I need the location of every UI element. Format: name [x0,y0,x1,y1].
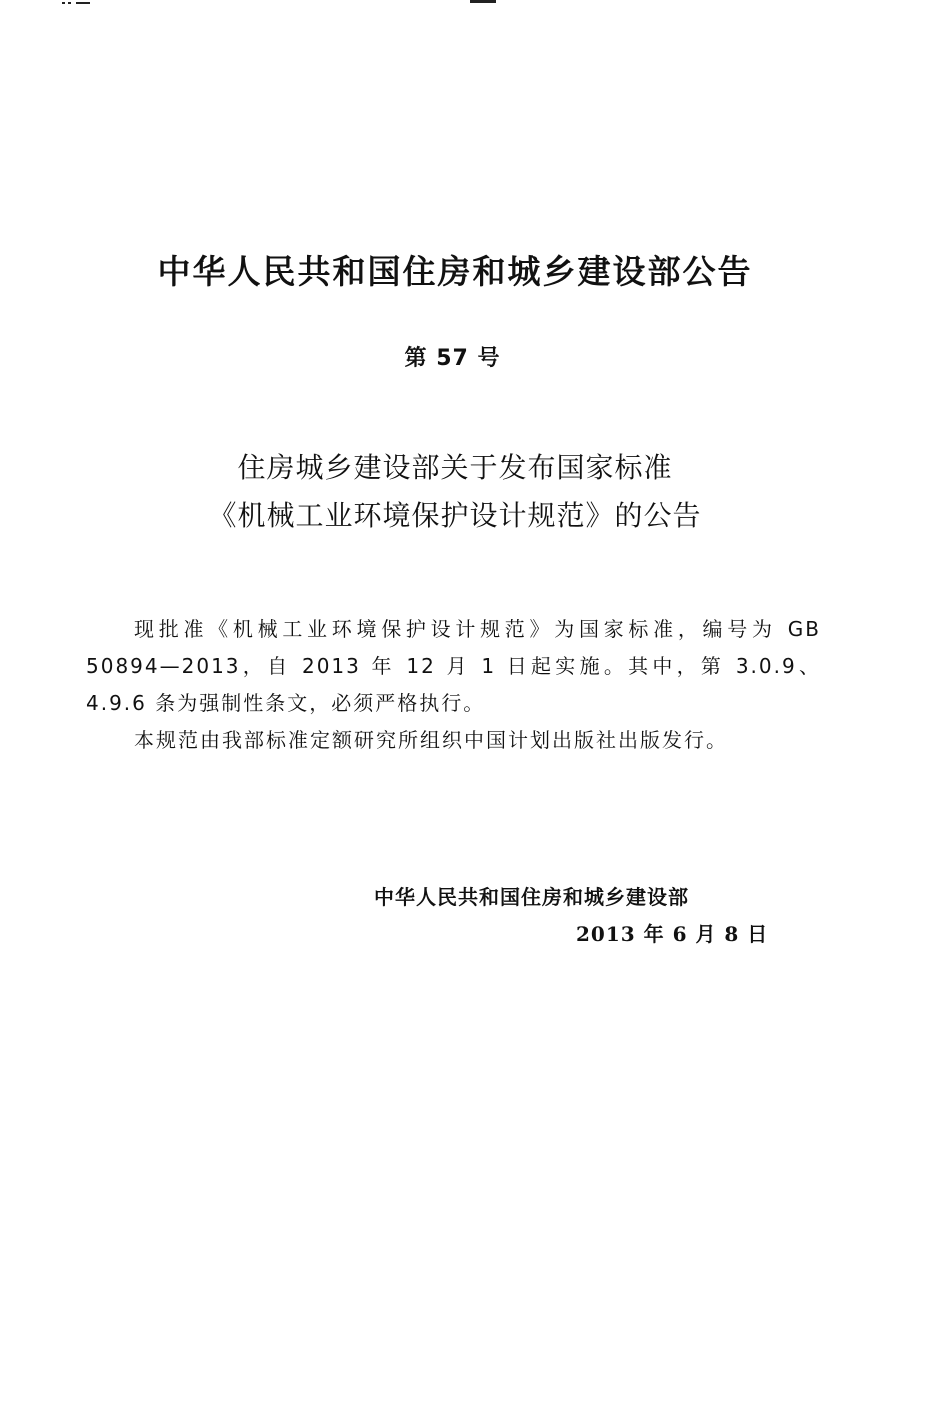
notice-body [86,611,821,759]
issue-date: 2013 年 6 月 8 日 [576,922,769,946]
heading-line-2: 《机械工业环境保护设计规范》的公告 [208,499,702,532]
agency-title: 中华人民共和国住房和城乡建设部公告 [157,252,753,291]
body-paragraph-2: 本规范由我部标准定额研究所组织中国计划出版社出版发行。 [134,728,728,752]
notice-heading [0,444,910,540]
body-paragraph-1: 现批准《机械工业环境保护设计规范》为国家标准，编号为 GB 50894—2013，自 2013 年 12 月 1 日起实施。其中，第 3.0.9、4.9.6 条为强制性条文，必须严格执行。 [86,617,821,715]
notice-number: 第 57 号 [404,346,501,371]
heading-line-1: 住房城乡建设部关于发布国家标准 [237,451,673,484]
issuing-authority: 中华人民共和国住房和城乡建设部 [374,885,689,909]
scan-mark-left [62,0,92,4]
scan-mark-center [470,0,496,3]
